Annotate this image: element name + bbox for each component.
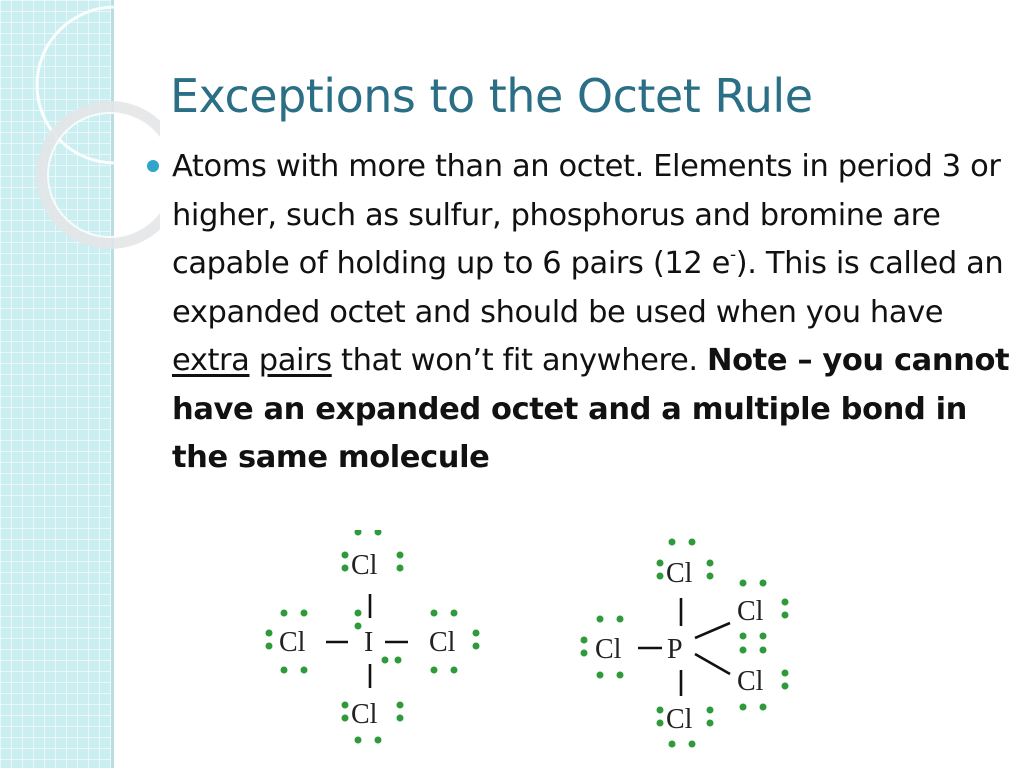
lewis-structures (240, 530, 810, 768)
icl4-center-atom: I (364, 627, 374, 658)
bullet-text (172, 143, 1012, 483)
pcl5-center-atom: P (667, 634, 683, 665)
bullet-text-part-1: Atoms with more than an octet. Elements in period 3 or higher, such as sulfur, phosphorus and bromine are capable of holding up to 6 pairs (12 e (172, 149, 1001, 281)
icl4-structure (266, 530, 480, 744)
pcl5-upper-right-atom: Cl (737, 596, 764, 627)
slide-title: Exceptions to the Octet Rule (170, 69, 813, 123)
icl4-left-atom: Cl (279, 627, 306, 658)
pcl5-top-atom: Cl (666, 558, 693, 589)
pcl5-upper-right-bond (695, 623, 730, 638)
icl4-right-atom: Cl (429, 627, 456, 658)
electron-superscript: - (730, 245, 736, 265)
pcl5-left-atom: Cl (595, 634, 622, 665)
bullet-icon (147, 160, 159, 172)
bold-note: Note – you cannot have an expanded octet and a multiple bond in the same molecule (172, 343, 1010, 475)
bullet-text-part-2: ). This is called an expanded octet and should be used when you have (172, 246, 1004, 330)
pcl5-lower-right-bond (695, 654, 730, 674)
icl4-bottom-atom: Cl (351, 699, 378, 730)
pcl5-structure (581, 539, 789, 748)
underline-gap (249, 343, 258, 378)
underlined-pairs: pairs (258, 343, 332, 378)
underlined-extra: extra (172, 343, 250, 378)
pcl5-bottom-atom: Cl (666, 704, 693, 735)
bullet-text-part-3: that won’t fit anywhere. (331, 343, 707, 378)
lewis-structures-svg (240, 530, 810, 768)
pcl5-lower-right-atom: Cl (737, 666, 764, 697)
decorative-rings (0, 0, 160, 260)
icl4-top-atom: Cl (351, 550, 378, 581)
